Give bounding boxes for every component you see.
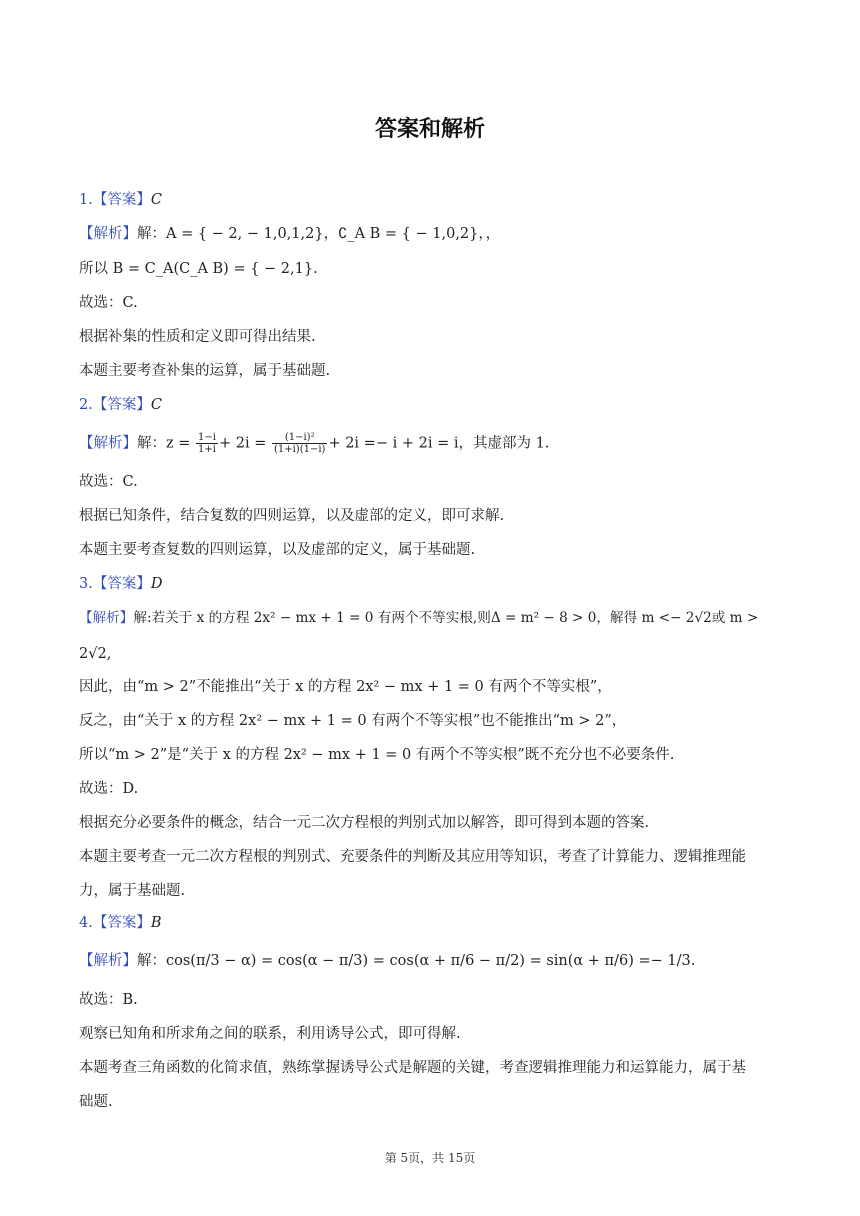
q3-line2: 2√2, — [79, 646, 112, 662]
q2-frac1-den: 1+i — [198, 444, 216, 455]
q2-frac2-num: (1−i)² — [272, 432, 327, 444]
q4-summary-2: 础题. — [79, 1094, 113, 1110]
q4-number: 4. — [79, 915, 93, 931]
q1-analysis-tag: 【解析】 — [79, 226, 137, 242]
q2-text-pre: 解：z = — [137, 435, 196, 452]
q3-summary-1: 本题主要考查一元二次方程根的判别式、充要条件的判断及其应用等知识，考查了计算能力、逻辑推理能 — [79, 849, 746, 865]
page-title: 答案和解析 — [374, 117, 485, 142]
q2-answer-tag: 【答案】 — [92, 397, 151, 413]
q3-answer-line — [79, 574, 162, 594]
q2-answer-line — [79, 395, 162, 415]
q4-answer-line — [79, 913, 162, 933]
q1-line2: 所以 B = C_A(C_A B) = { − 2,1}. — [79, 261, 318, 277]
q1-analysis-line — [79, 224, 500, 244]
q4-method: 观察已知角和所求角之间的联系，利用诱导公式，即可得解. — [79, 1026, 461, 1042]
q4-analysis-line — [79, 951, 695, 971]
q2-number: 2. — [79, 397, 93, 413]
q3-analysis-line — [79, 608, 758, 628]
q2-fraction-2 — [272, 432, 327, 455]
q3-method: 根据充分必要条件的概念，结合一元二次方程根的判别式加以解答，即可得到本题的答案. — [79, 815, 650, 831]
q4-choice: 故选：B. — [79, 992, 138, 1008]
q4-analysis-text: 解：cos(π/3 − α) = cos(α − π/3) = cos(α + π/6 − π/2) = sin(α + π/6) =− 1/3. — [137, 953, 696, 969]
q1-method: 根据补集的性质和定义即可得出结果. — [79, 329, 316, 345]
q2-fraction-1 — [196, 432, 218, 455]
q4-summary-1: 本题考查三角函数的化简求值，熟练掌握诱导公式是解题的关键，考查逻辑推理能力和运算能力，属于基 — [79, 1060, 746, 1076]
q3-line5: 所以“m > 2”是“关于 x 的方程 2x² − mx + 1 = 0 有两个不等实根”既不充分也不必要条件. — [79, 747, 675, 763]
q1-answer-tag: 【答案】 — [92, 192, 151, 208]
q2-text-mid: + 2i = — [218, 435, 271, 452]
q3-answer-tag: 【答案】 — [92, 576, 151, 592]
q3-number: 3. — [79, 576, 93, 592]
q2-analysis-tag: 【解析】 — [79, 435, 137, 452]
q2-method: 根据已知条件，结合复数的四则运算，以及虚部的定义，即可求解. — [79, 508, 505, 524]
q1-analysis-text: 解：A = { − 2, − 1,0,1,2}，∁_A B = { − 1,0,2}，， — [137, 226, 501, 242]
q3-analysis-text: 解:若关于 x 的方程 2x² − mx + 1 = 0 有两个不等实根,则Δ = m² − 8 > 0，解得 m <− 2√2或 m > — [133, 610, 759, 626]
q2-frac1-num: 1−i — [198, 432, 216, 443]
q1-summary: 本题主要考查补集的运算，属于基础题. — [79, 363, 331, 379]
q1-number: 1. — [79, 192, 93, 208]
q4-answer-tag: 【答案】 — [92, 915, 151, 931]
q3-analysis-tag: 【解析】 — [79, 610, 134, 626]
q1-choice: 故选：C. — [79, 295, 138, 311]
q1-answer: C — [150, 192, 162, 208]
q3-summary-2: 力，属于基础题. — [79, 883, 186, 899]
q3-line3: 因此，由“m > 2”不能推出“关于 x 的方程 2x² − mx + 1 = 0 有两个不等实根”， — [79, 679, 612, 695]
q4-answer: B — [150, 915, 162, 931]
q2-summary: 本题主要考查复数的四则运算，以及虚部的定义，属于基础题. — [79, 542, 476, 558]
q2-frac2-den: (1+i)(1−i) — [273, 444, 326, 455]
q4-analysis-tag: 【解析】 — [79, 953, 137, 969]
q3-answer: D — [150, 576, 163, 592]
q2-answer: C — [150, 397, 162, 413]
page-footer: 第 5页，共 15页 — [384, 1151, 476, 1165]
q2-analysis-line — [79, 432, 549, 455]
q3-line4: 反之，由“关于 x 的方程 2x² − mx + 1 = 0 有两个不等实根”也不能推出“m > 2”， — [79, 713, 627, 729]
q2-text-post: + 2i =− i + 2i = i，其虚部为 1. — [328, 435, 550, 452]
q3-choice: 故选：D. — [79, 781, 139, 797]
q2-choice: 故选：C. — [79, 474, 138, 490]
q1-answer-line — [79, 190, 162, 210]
